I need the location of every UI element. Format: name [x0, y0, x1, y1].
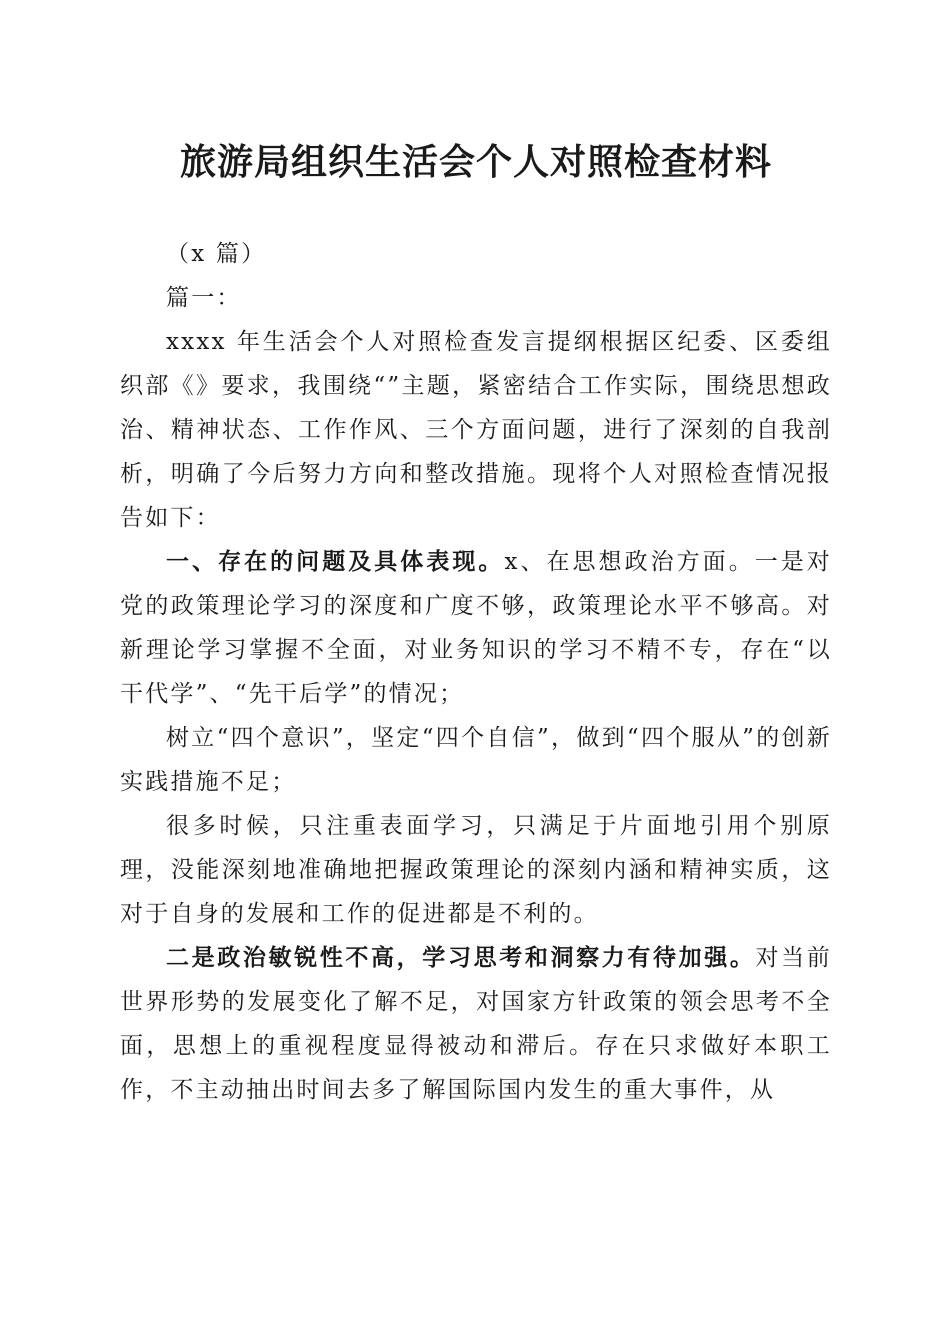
problems-paragraph: [120, 540, 832, 716]
point-two-rest: 对当前世界形势的发展变化了解不足，对国家方针政策的领会思考不全面，思想上的重视程度显得被动和滞后。存在只求做好本职工作，不主动抽出时间去多了解国际国内发生的重大事件，从: [120, 945, 832, 1103]
section-label: 篇一：: [166, 285, 242, 311]
point-two-lead: 二是政治敏锐性不高，学习思考和洞察力有待加强。: [166, 944, 756, 971]
document-title: 旅游局组织生活会个人对照检查材料: [179, 141, 772, 183]
four-consciousness-paragraph: 树立“四个意识”，坚定“四个自信”，做到“四个服从”的创新实践措施不足；: [120, 725, 832, 795]
surface-study-paragraph: 很多时候，只注重表面学习，只满足于片面地引用个别原理，没能深刻地准确地把握政策理论的深刻内涵和精神实质，这对于自身的发展和工作的促进都是不利的。: [120, 813, 832, 927]
heading-one: 一、存在的问题及具体表现。: [166, 549, 505, 575]
intro-paragraph: xxxx 年生活会个人对照检查发言提纲根据区纪委、区委组织部《》要求，我围绕“”主题，紧密结合工作实际，围绕思想政治、精神状态、工作作风、三个方面问题，进行了深刻的自我剖析，明确了今后努力方向和整改措施。现将个人对照检查情况报告如下：: [120, 329, 832, 531]
subtitle: （x 篇）: [166, 241, 267, 267]
heading-one-rest: x、在思想政治方面。一是对党的政策理论学习的深度和广度不够，政策理论水平不够高。对新理论学习掌握不全面，对业务知识的学习不精不专，存在“以干代学”、“先干后学”的情况；: [120, 549, 832, 707]
point-two-paragraph: [120, 936, 832, 1112]
document-body: [120, 232, 832, 1112]
